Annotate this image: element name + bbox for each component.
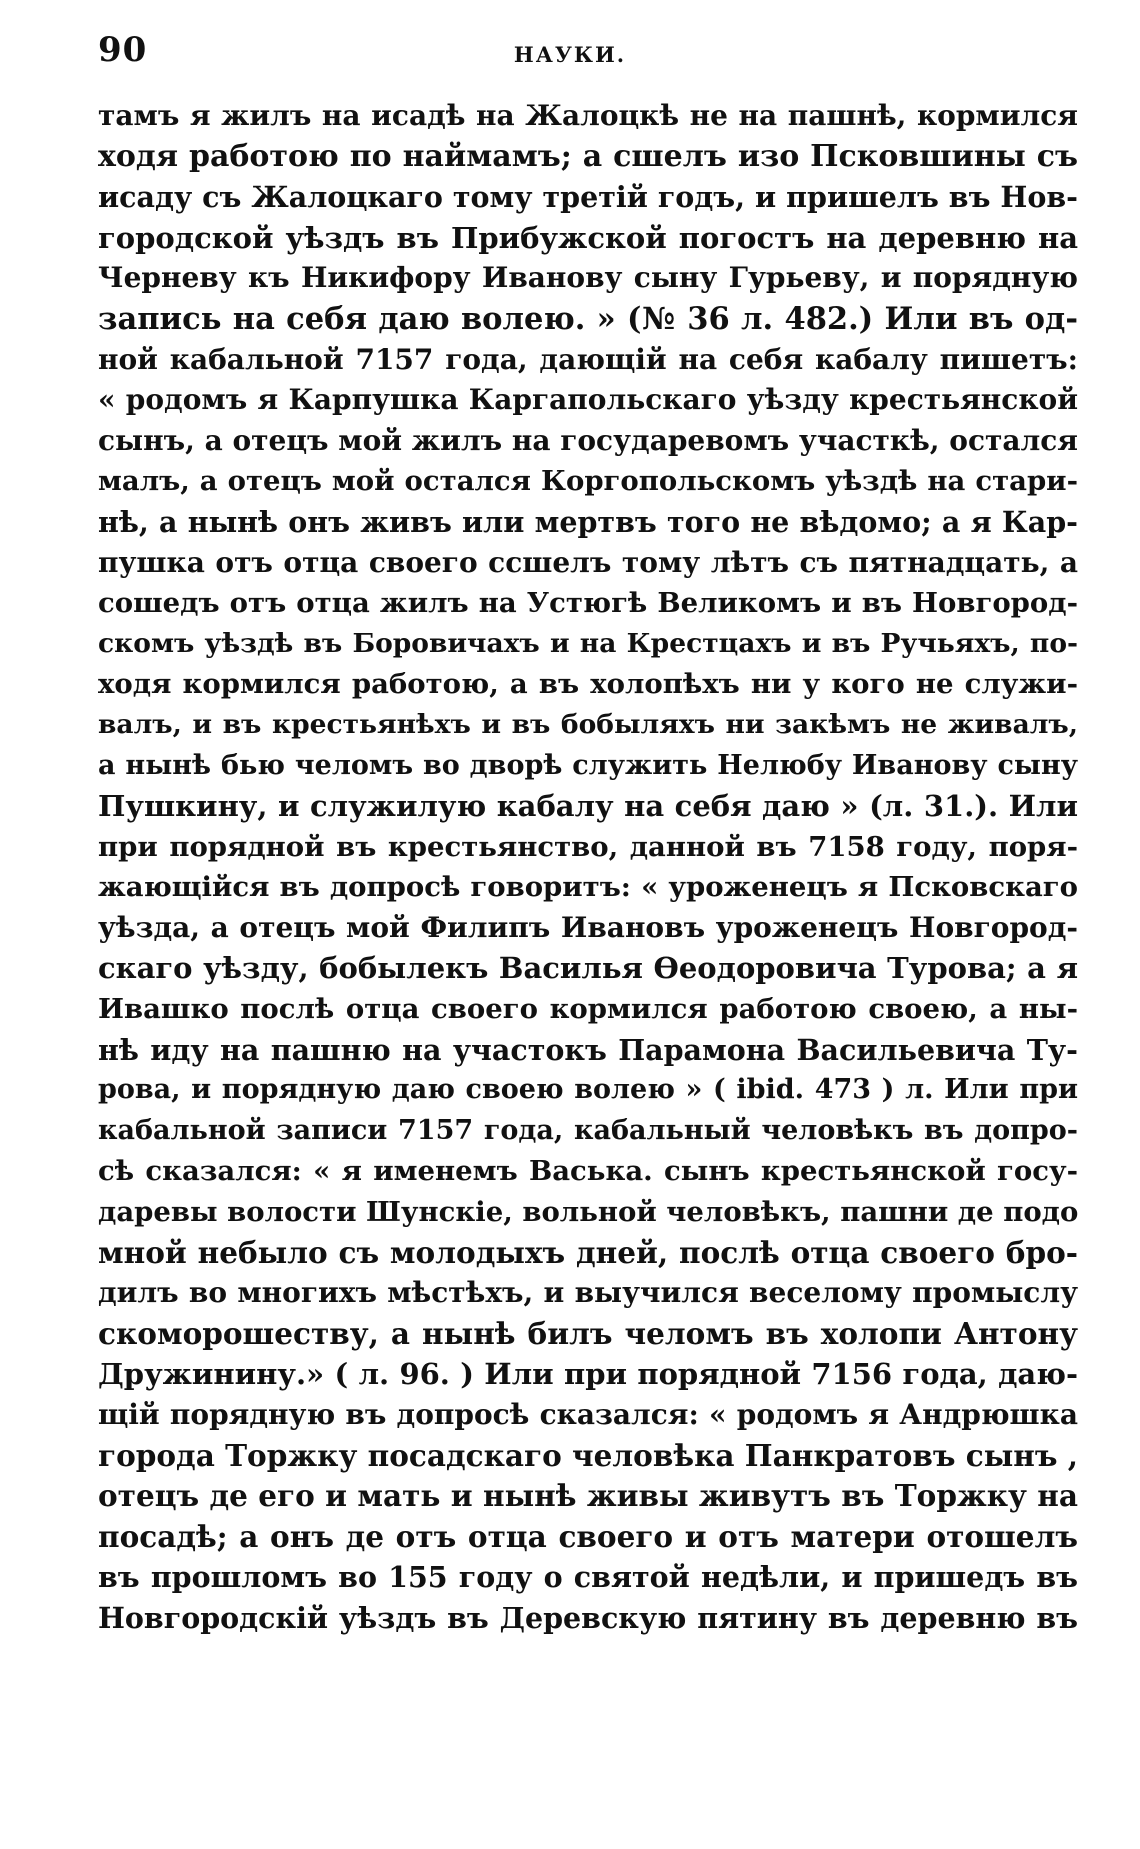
text-line: жающійся въ допросѣ говоритъ: « уроженецъ я Псковскаго — [98, 871, 1078, 904]
text-line: запись на себя даю волею. » (№ 36 л. 482.) Или въ од- — [98, 300, 1078, 337]
text-line: тамъ я жилъ на исадѣ на Жалоцкѣ не на пашнѣ, кормился — [98, 99, 1078, 132]
text-line: валъ, и въ крестьянѣхъ и въ бобыляхъ ни закѣмъ не живалъ, — [98, 708, 1078, 740]
text-line: скаго уѣзду, бобылекъ Василья Ѳеодоровича Турова; а я — [98, 951, 1078, 986]
text-line: нѣ иду на пашню на участокъ Парамона Васильевича Ту- — [98, 1032, 1078, 1067]
text-line: Новгородскій уѣздъ въ Деревскую пятину въ деревню въ — [98, 1600, 1078, 1635]
text-line: сынъ, а отецъ мой жилъ на государевомъ участкѣ, остался — [98, 423, 1078, 457]
text-line: скомъ уѣздѣ въ Боровичахъ и на Крестцахъ и въ Ручьяхъ, по- — [98, 627, 1078, 659]
text-line: города Торжку посадскаго человѣка Панкратовъ сынъ , — [98, 1437, 1078, 1473]
text-line: Черневу къ Никифору Иванову сыну Гурьеву, и порядную — [98, 261, 1078, 295]
text-line: ходя кормился работою, а въ холопѣхъ ни у кого не служи- — [98, 668, 1078, 701]
page-number: 90 — [98, 30, 148, 70]
text-line: « родомъ я Карпушка Каргапольскаго уѣзду крестьянской — [98, 383, 1078, 417]
text-line: нѣ, а нынѣ онъ живъ или мертвъ того не вѣдомо; а я Кар- — [98, 504, 1078, 539]
body-text — [98, 96, 1078, 1639]
text-line: уѣзда, а отецъ мой Филипъ Ивановъ уроженецъ Новгород- — [98, 910, 1078, 944]
text-line: посадѣ; а онъ де отъ отца своего и отъ матери отошелъ — [98, 1518, 1078, 1554]
text-line: Ивашко послѣ отца своего кормился работою своею, а ны- — [98, 993, 1078, 1026]
text-line: рова, и порядную даю своею волею » ( ibid. 473 ) л. Или при — [98, 1074, 1078, 1106]
text-line: Пушкину, и служилую кабалу на себя даю » (л. 31.). Или — [98, 789, 1078, 824]
text-line: а нынѣ бью челомъ во дворѣ служить Нелюбу Иванову сыну — [98, 749, 1078, 781]
text-line: исаду съ Жалоцкаго тому третій годъ, и пришелъ въ Нов- — [98, 180, 1078, 215]
text-line: сѣ сказался: « я именемъ Васька. сынъ крестьянской госу- — [98, 1155, 1078, 1188]
text-line: отецъ де его и мать и нынѣ живы живутъ въ Торжку на — [98, 1478, 1078, 1514]
text-line: пушка отъ отца своего ссшелъ тому лѣтъ съ пятнадцать, а — [98, 545, 1078, 579]
text-line: даревы волости Шунскіе, вольной человѣкъ, пашни де подо — [98, 1196, 1078, 1229]
text-line: малъ, а отецъ мой остался Коргопольскомъ уѣздѣ на стари- — [98, 465, 1078, 498]
text-line: кабальной записи 7157 года, кабальный человѣкъ въ допро- — [98, 1114, 1078, 1146]
text-line: Дружинину.» ( л. 96. ) Или при порядной 7156 года, даю- — [98, 1357, 1078, 1392]
text-line: сошедъ отъ отца жилъ на Устюгѣ Великомъ и въ Новгород- — [98, 587, 1078, 620]
text-line: щій порядную въ допросѣ сказался: « родомъ я Андрюшка — [98, 1398, 1078, 1431]
text-line: при порядной въ крестьянство, данной въ 7158 году, поря- — [98, 830, 1078, 863]
text-line: мной небыло съ молодыхъ дней, послѣ отца своего бро- — [98, 1234, 1078, 1270]
text-line: ходя работою по наймамъ; а сшелъ изо Псковшины съ — [98, 138, 1078, 174]
running-head: НАУКИ. — [513, 42, 627, 67]
text-line: дилъ во многихъ мѣстѣхъ, и выучился веселому промыслу — [98, 1276, 1078, 1310]
text-line: ной кабальной 7157 года, дающій на себя кабалу пишетъ: — [98, 342, 1078, 376]
text-line: скоморошеству, а нынѣ билъ челомъ въ холопи Антону — [98, 1315, 1078, 1351]
text-line: городской уѣздъ въ Прибужской погостъ на деревню на — [98, 220, 1078, 255]
text-line: въ прошломъ во 155 году о святой недѣли, и пришедъ въ — [98, 1560, 1078, 1595]
